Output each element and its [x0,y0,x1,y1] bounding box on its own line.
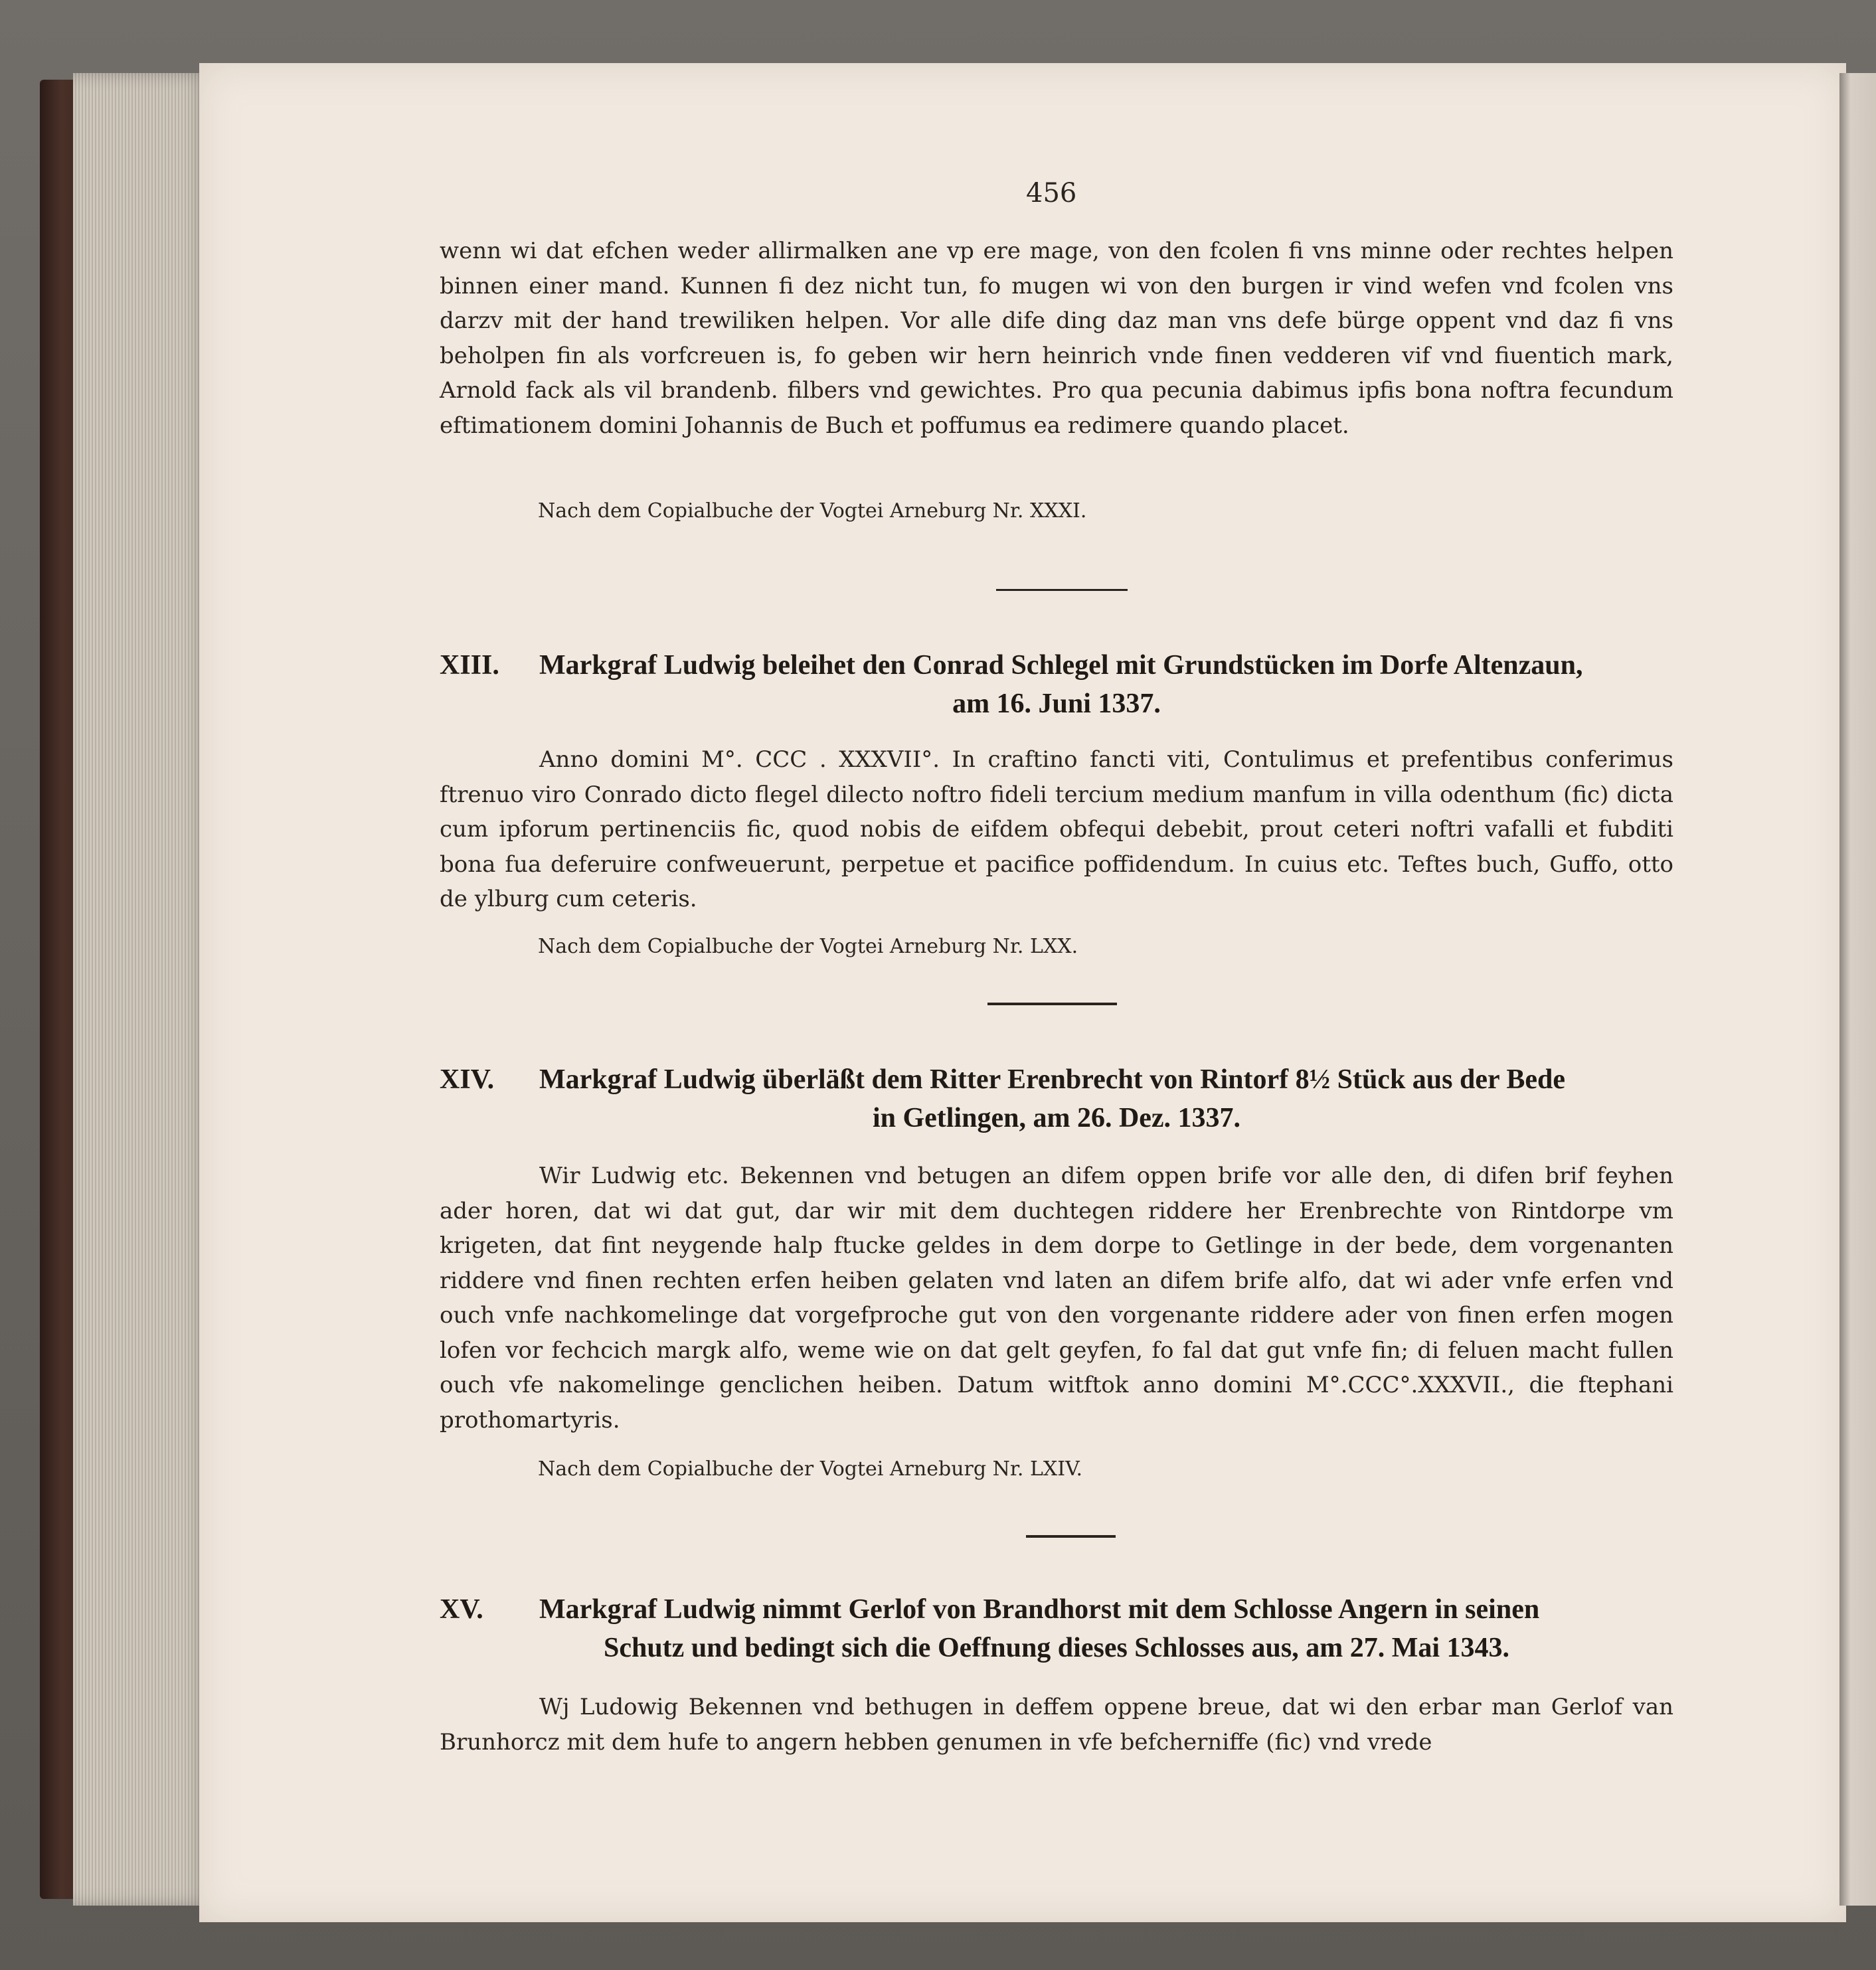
document-text-xiii: Anno domini M°. CCC . XXXVII°. In craftino fancti viti, Contulimus et prefentibus conferimus ftrenuo viro Conrado dicto flegel dilecto noftro fideli tercium medium manfum in villa odenthum (fic) dicta cum ipforum pertinenciis fic, quod nobis de eifdem obfequi debebit, prout ceteri noftri vafalli et fubditi bona fua deferuire confweuerunt, perpetue et pacifice poffidendum. In cuius etc. Teftes buch, Guffo, otto de ylburg cum ceteris. [440,746,1673,912]
document-title-line2: Schutz und bedingt sich die Oeffnung dieses Schlosses aus, am 27. Mai 1343. [603,1633,1510,1663]
page-number: 456 [1026,178,1077,208]
document-title-line2: in Getlingen, am 26. Dez. 1337. [872,1103,1241,1133]
page-edges [73,73,213,1906]
section-divider [987,1003,1117,1005]
document-heading-xv [440,1590,1673,1667]
section-divider [996,589,1128,591]
document-heading-xiii [440,646,1673,723]
fragment-source: Nach dem Copialbuche der Vogtei Arneburg Nr. XXXI. [538,499,1087,523]
document-source-xiv: Nach dem Copialbuche der Vogtei Arneburg Nr. LXIV. [538,1457,1083,1481]
document-title-line1: Markgraf Ludwig nimmt Gerlof von Brandhorst mit dem Schlosse Angern in seinen [539,1594,1540,1625]
document-text-xiv: Wir Ludwig etc. Bekennen vnd betugen an difem oppen brife vor alle den, di difen brif feyhen ader horen, dat wi dat gut, dar wir mit dem duchtegen riddere her Erenbrechte von Rintdorpe vm krigeten, dat fint neygende halp ftucke geldes in dem dorpe to Getlinge in der bede, dem vorgenanten riddere vnd finen rechten erfen heiben gelaten vnd laten an difem brife alfo, dat wi ader vnfe erfen vnd ouch vnfe nachkomelinge dat vorgefproche gut von den vorgenante riddere ader von finen erfen mogen lofen vor fechcich margk alfo, weme wie on dat gelt geyfen, fo fal dat gut vnfe fin; di feluen macht fullen ouch vfe nakomelinge genclichen heiben. Datum witftok anno domini M°.CCC°.XXXVII., die ftephani prothomartyris. [440,1163,1673,1434]
document-title-line2: am 16. Juni 1337. [952,689,1161,719]
facing-page-edge [1839,73,1876,1906]
fragment-text: wenn wi dat efchen weder allirmalken ane vp ere mage, von den fcolen fi vns minne oder rechtes helpen binnen einer mand. Kunnen fi dez nicht tun, fo mugen wi von den burgen ir vind wefen vnd fcolen vns darzv mit der hand trewiliken helpen. Vor alle dife ding daz man vns defe bürge oppent vnd daz fi vns beholpen fin als vorfcreuen is, fo geben wir hern heinrich vnde finen vedderen vif vnd fiuentich mark, Arnold fack als vil brandenb. filbers vnd gewichtes. Pro qua pecunia dabimus ipfis bona noftra fecundum eftimationem domini Johannis de Buch et poffumus ea redimere quando placet. [440,238,1673,439]
document-number: XV. [440,1594,483,1625]
document-title-line1: Markgraf Ludwig beleihet den Conrad Schlegel mit Grundstücken im Dorfe Altenzaun, [539,650,1583,681]
section-divider [1026,1535,1116,1538]
document-text-xv: Wj Ludowig Bekennen vnd bethugen in deffem oppene breue, dat wi den erbar man Gerlof van Brunhorcz mit dem hufe to angern hebben genumen in vfe befcherniffe (fic) vnd vrede [440,1694,1673,1756]
document-number: XIV. [440,1064,495,1095]
document-heading-xiv [440,1060,1673,1137]
document-title-line1: Markgraf Ludwig überläßt dem Ritter Erenbrecht von Rintorf 8½ Stück aus der Bede [539,1064,1566,1095]
document-source-xiii: Nach dem Copialbuche der Vogtei Arneburg Nr. LXX. [538,935,1078,958]
document-number: XIII. [440,650,499,681]
